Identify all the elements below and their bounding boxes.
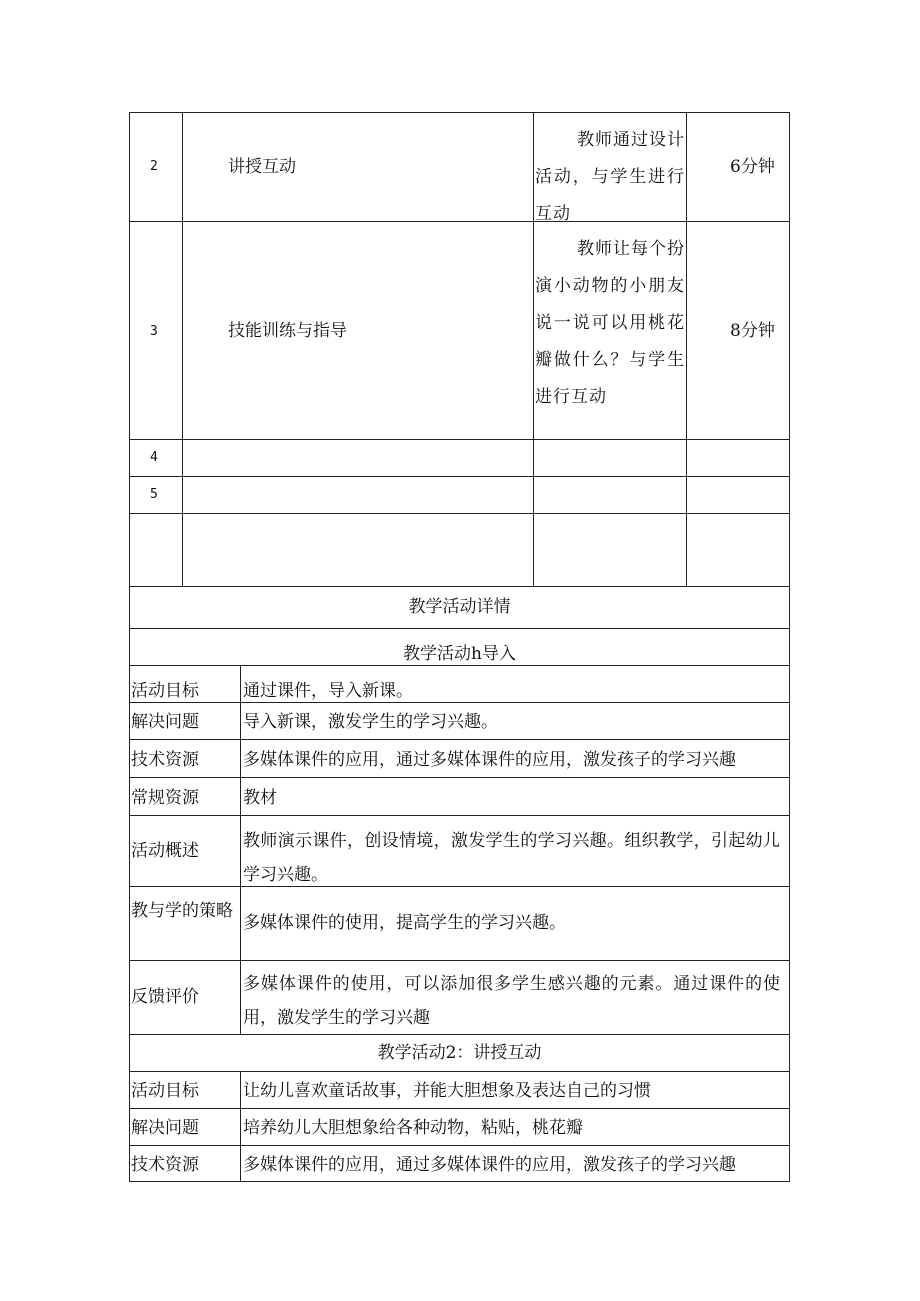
row-value: 培养幼儿大胆想象给各种动物，粘贴，桃花瓣: [243, 1118, 583, 1138]
step-name: 技能训练与指导: [228, 321, 347, 341]
row-value: 多媒体课件的使用，提高学生的学习兴趣。: [243, 913, 566, 933]
row-label: 解决问题: [131, 1118, 199, 1138]
row-divider: [129, 1071, 790, 1072]
row-divider: [129, 476, 790, 477]
row-value: 教师演示课件，创设情境，激发学生的学习兴趣。组织教学，引起幼儿学习兴趣。: [243, 831, 780, 885]
row-divider: [129, 1145, 790, 1146]
step-duration: 6分钟: [730, 157, 775, 177]
row-divider: [129, 513, 790, 514]
row-divider: [129, 628, 790, 629]
row-divider: [129, 1108, 790, 1109]
step-description: 教师让每个扮演小动物的小朋友说一说可以用桃花瓣做什么？与学生进行互动: [535, 239, 685, 407]
activity-title: 教学活动2：讲授互动: [377, 1043, 542, 1063]
row-divider: [129, 1181, 790, 1182]
row-label: 解决问题: [131, 712, 199, 732]
row-value: 多媒体课件的使用，可以添加很多学生感兴趣的元素。通过课件的使用，激发学生的学习兴趣: [243, 974, 780, 1028]
row-divider: [129, 815, 790, 816]
row-index: 2: [150, 159, 158, 174]
col-divider: [182, 112, 183, 586]
row-value: 通过课件，导入新课。: [243, 681, 413, 701]
row-label: 教与学的策略: [131, 901, 233, 921]
row-divider: [129, 739, 790, 740]
row-label: 反馈评价: [131, 987, 199, 1007]
row-label: 活动概述: [131, 841, 199, 861]
label-col-divider: [240, 665, 241, 1034]
step-name: 讲授互动: [228, 157, 296, 177]
row-value: 多媒体课件的应用，通过多媒体课件的应用，激发孩子的学习兴趣: [243, 750, 736, 770]
row-label: 技术资源: [131, 1155, 199, 1175]
table-border-right: [789, 112, 790, 1181]
col-divider: [686, 112, 687, 586]
row-index: 5: [150, 487, 158, 502]
row-value: 教材: [243, 788, 277, 808]
col-divider: [533, 112, 534, 586]
row-index: 3: [150, 324, 158, 339]
step-duration: 8分钟: [730, 321, 775, 341]
row-label: 活动目标: [131, 1081, 199, 1101]
row-label: 技术资源: [131, 750, 199, 770]
row-divider: [129, 777, 790, 778]
activity-title: 教学活动h导入: [403, 644, 516, 664]
row-label: 活动目标: [131, 681, 199, 701]
row-divider: [129, 439, 790, 440]
row-value: 多媒体课件的应用，通过多媒体课件的应用，激发孩子的学习兴趣: [243, 1155, 736, 1175]
label-col-divider: [240, 1071, 241, 1181]
row-index: 4: [150, 450, 158, 465]
row-value: 让幼儿喜欢童话故事，并能大胆想象及表达自己的习惯: [243, 1081, 651, 1101]
row-value: 导入新课，激发学生的学习兴趣。: [243, 712, 498, 732]
row-divider: [129, 665, 790, 666]
row-divider: [129, 586, 790, 587]
row-divider: [129, 221, 790, 222]
row-divider: [129, 960, 790, 961]
details-title: 教学活动详情: [408, 597, 511, 617]
step-description: 教师通过设计活动，与学生进行互动: [535, 130, 685, 224]
row-divider: [129, 702, 790, 703]
row-divider: [129, 112, 790, 113]
row-label: 常规资源: [131, 788, 199, 808]
